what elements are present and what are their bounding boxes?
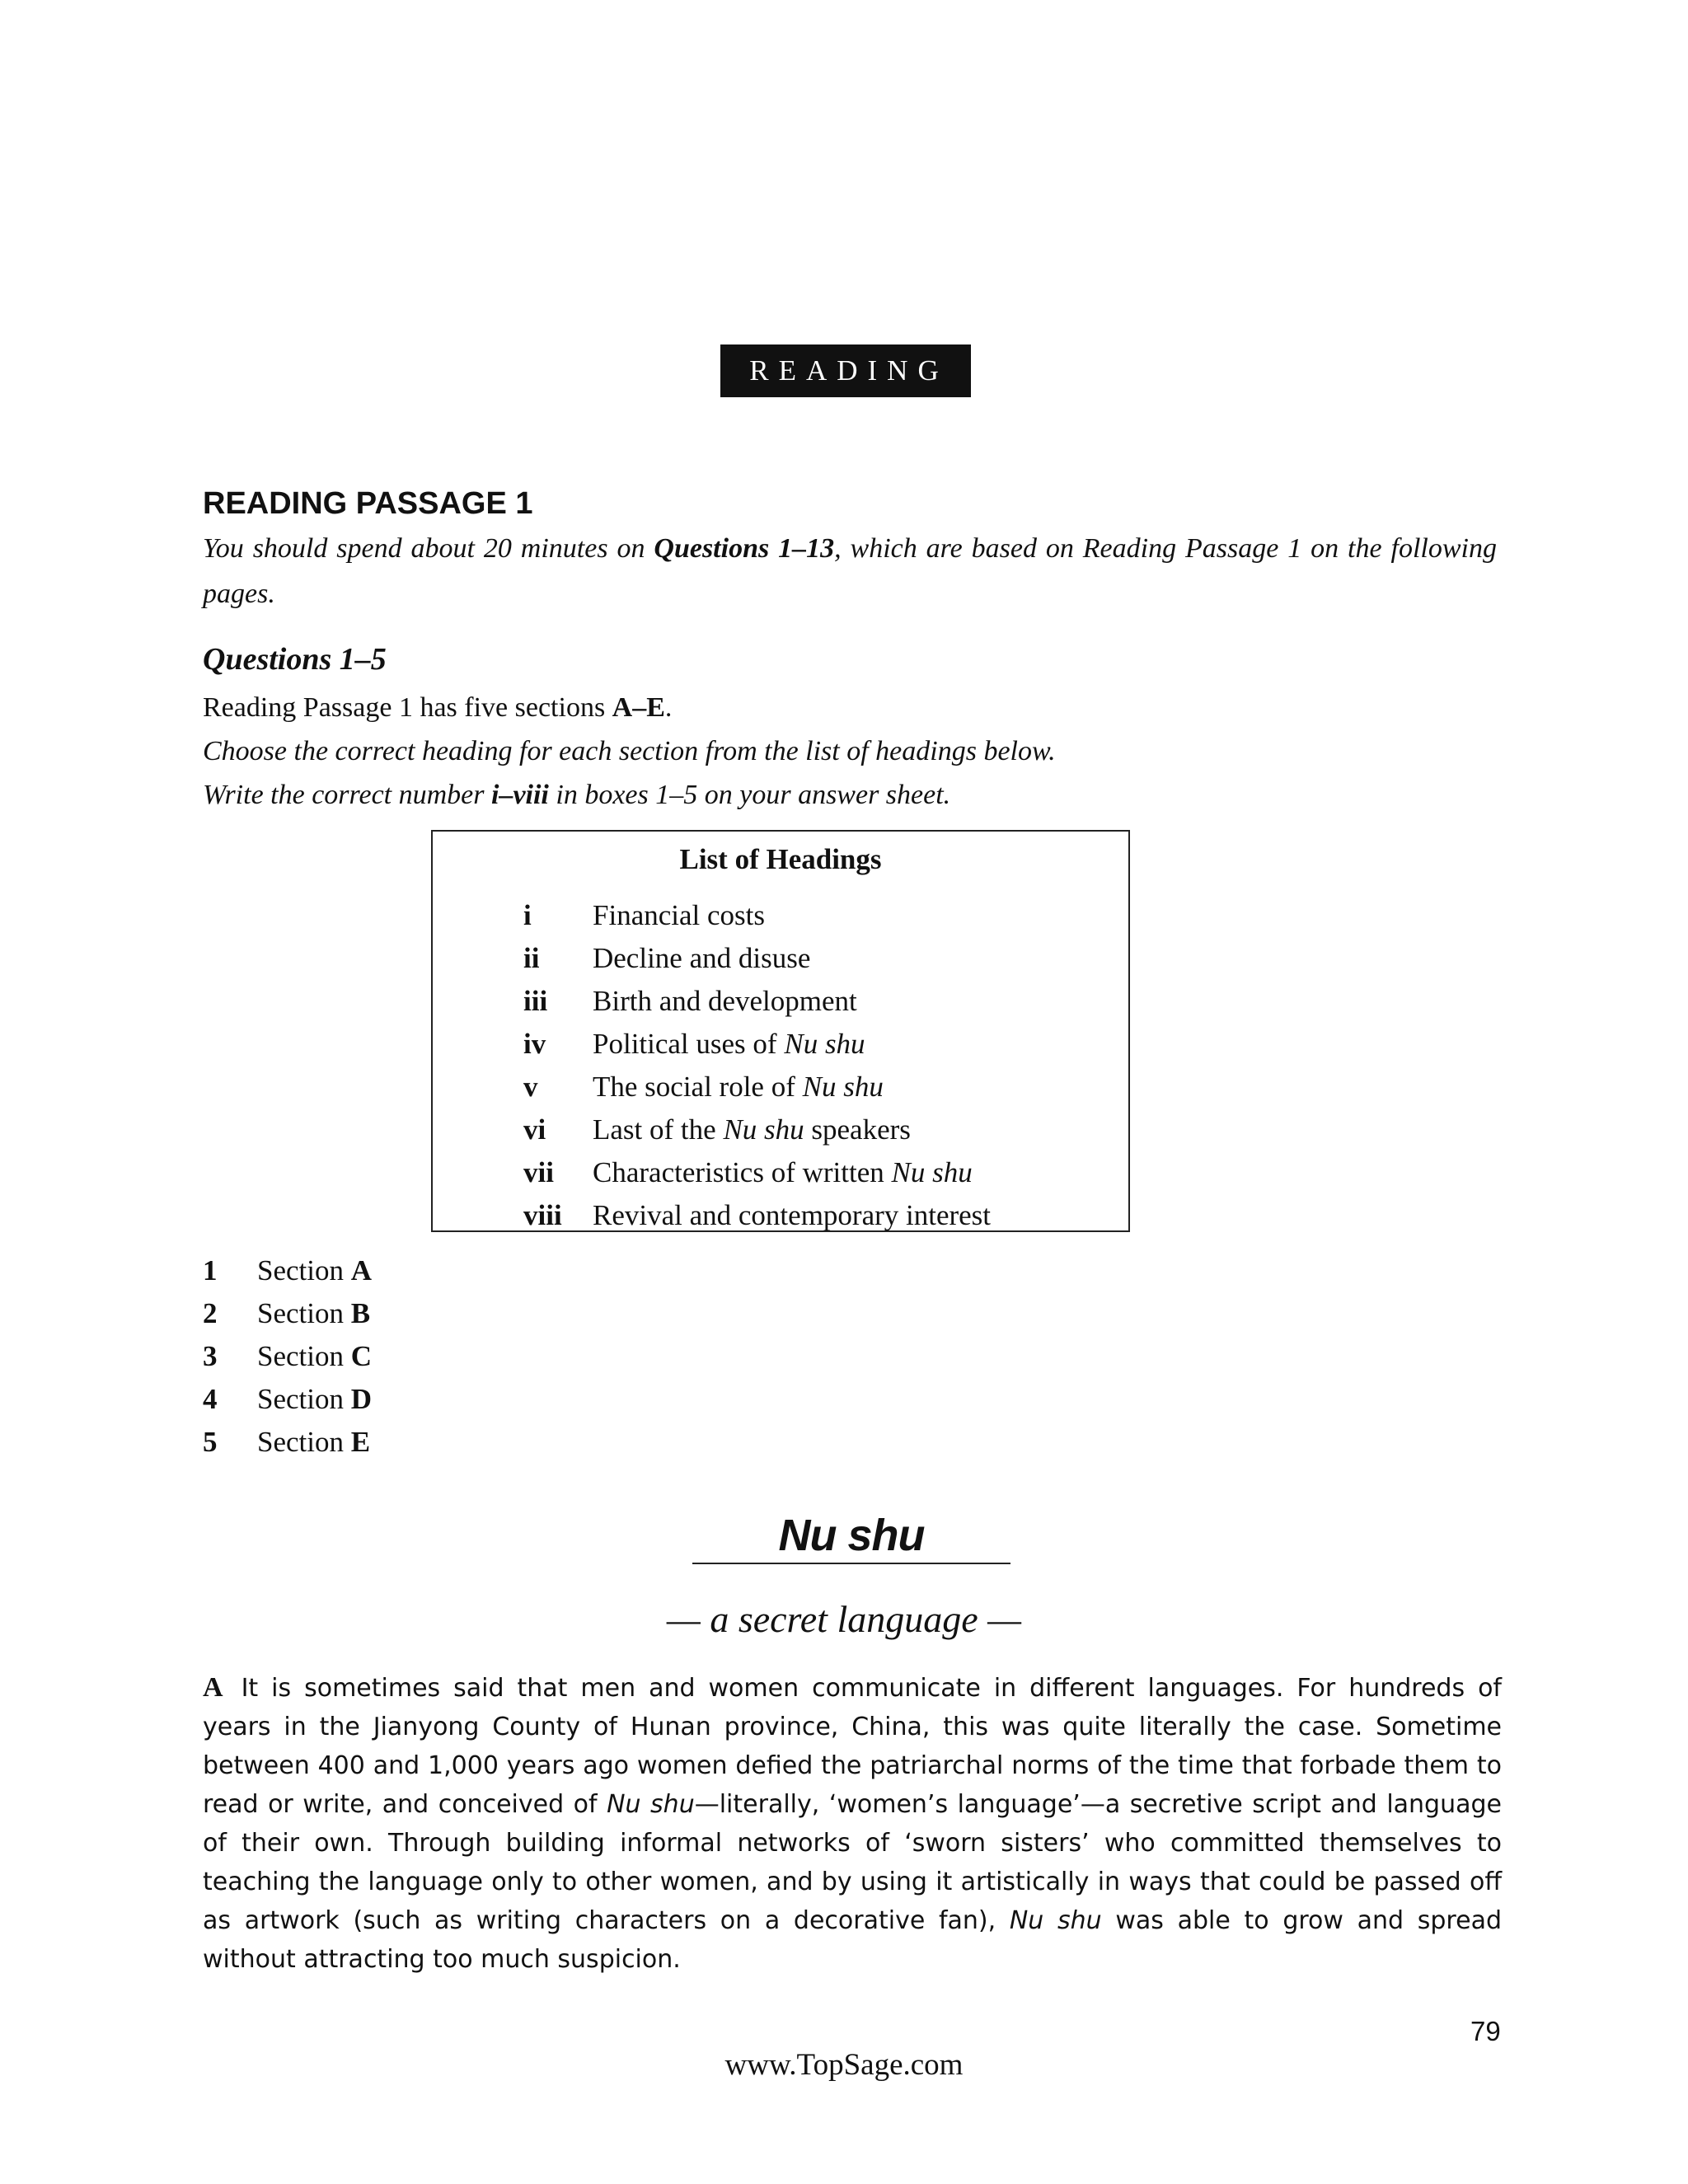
heading-text	[593, 899, 765, 932]
question-section-label	[257, 1426, 370, 1459]
heading-text-main: Last of the	[593, 1113, 724, 1146]
heading-item	[433, 1199, 1128, 1242]
section-word: Section	[257, 1297, 351, 1329]
question-section-label	[257, 1340, 372, 1373]
article-title-underline	[692, 1508, 1010, 1564]
heading-text-main: Political uses of	[593, 1028, 785, 1060]
section-letter: A	[350, 1254, 373, 1286]
heading-item	[433, 1028, 1128, 1071]
instruction-3-text: Write the correct number	[203, 780, 491, 810]
section-a-text-1: It is sometimes said that men and women communicate in different languages. For hundreds of years in the Jianyong County of Hunan province, China, this was quite literally the case. Sometime between 400 and 1,000 years ago women defied the patriarchal norms of the time that forbade them to read or write, and conceived of	[203, 1674, 1502, 1819]
questions-heading: Questions 1–5	[203, 642, 387, 677]
questions-instruction-1	[203, 692, 672, 724]
questions-instruction-3	[203, 780, 950, 811]
instruction-3-end: in boxes 1–5 on your answer sheet.	[548, 780, 951, 810]
heading-text-main: Revival and contemporary interest	[593, 1199, 992, 1231]
heading-text	[593, 1199, 991, 1232]
heading-item	[433, 1113, 1128, 1156]
question-section-label	[257, 1297, 370, 1330]
heading-item	[433, 1156, 1128, 1199]
questions-instruction-2: Choose the correct heading for each section from the list of headings below.	[203, 736, 1056, 766]
section-word: Section	[257, 1254, 351, 1286]
instruction-questions-range: Questions 1–13	[654, 533, 835, 564]
section-word: Section	[257, 1383, 351, 1415]
heading-item	[433, 1071, 1128, 1113]
heading-text-italic: Nu shu	[723, 1113, 804, 1146]
passage-heading: READING PASSAGE 1	[203, 486, 533, 521]
instruction-1-end: .	[664, 692, 673, 723]
list-of-headings-title: List of Headings	[679, 843, 882, 875]
instruction-1-bold: A–E	[612, 692, 665, 723]
section-a-italic-1: Nu shu	[607, 1790, 695, 1819]
question-number: 3	[203, 1340, 218, 1372]
section-letter: B	[350, 1297, 371, 1329]
heading-number: iv	[523, 1028, 546, 1060]
section-letter: D	[350, 1383, 373, 1415]
question-number: 5	[203, 1426, 218, 1458]
heading-text	[593, 1156, 973, 1189]
section-a-text-3: was able to grow and spread without attracting too much suspicion.	[203, 1906, 1502, 1974]
heading-number: vi	[523, 1113, 546, 1146]
heading-text	[593, 985, 857, 1018]
heading-text-italic: Nu shu	[891, 1156, 973, 1188]
heading-number: vii	[523, 1156, 554, 1188]
question-number: 1	[203, 1254, 218, 1286]
heading-text-italic: Nu shu	[784, 1028, 865, 1060]
heading-text	[593, 1028, 865, 1061]
heading-number: iii	[523, 985, 548, 1017]
heading-text	[593, 1071, 884, 1104]
page-number: 79	[1470, 2016, 1501, 2046]
heading-item	[433, 985, 1128, 1028]
heading-number: ii	[523, 942, 540, 974]
question-number: 4	[203, 1383, 218, 1415]
passage-instruction	[203, 526, 1497, 616]
heading-number: viii	[523, 1199, 562, 1231]
heading-text-main: Characteristics of written	[593, 1156, 892, 1188]
heading-text-main: Decline and disuse	[593, 942, 811, 974]
heading-number: i	[523, 899, 532, 931]
section-a-text-2: —literally, ‘women’s language’—a secretive script and language of their own. Through building informal networks of ‘sworn sisters’ who committed themselves to teaching the language only to other women, and by using it artistically in ways that could be passed off as artwork (such as writing characters on a decorative fan),	[203, 1790, 1503, 1935]
section-a-paragraph	[203, 1668, 1502, 1979]
question-number: 2	[203, 1297, 218, 1329]
instruction-text: You should spend about 20 minutes on	[203, 533, 654, 564]
instruction-text-end: , which are based on Reading Passage 1 on the following pages.	[203, 533, 1497, 609]
heading-text	[593, 942, 810, 975]
heading-text-end: speakers	[804, 1113, 911, 1146]
heading-text-main: Financial costs	[593, 899, 765, 931]
heading-text-main: Birth and development	[593, 985, 857, 1017]
article-title: Nu shu	[778, 1511, 925, 1560]
heading-item	[433, 942, 1128, 985]
question-section-label	[257, 1383, 372, 1416]
footer-url: www.TopSage.com	[724, 2048, 964, 2082]
section-word: Section	[257, 1426, 351, 1458]
section-a-letter: A	[203, 1672, 223, 1703]
section-banner: READING	[720, 344, 971, 397]
heading-number: v	[523, 1071, 538, 1103]
instruction-1-text: Reading Passage 1 has five sections	[203, 692, 612, 723]
section-letter: E	[350, 1426, 371, 1458]
list-of-headings-box	[431, 830, 1130, 1232]
instruction-3-bold: i–viii	[491, 780, 549, 810]
article-subtitle: — a secret language —	[666, 1598, 1022, 1640]
section-a-italic-2: Nu shu	[1009, 1906, 1102, 1935]
heading-text-italic: Nu shu	[802, 1071, 884, 1103]
question-section-label	[257, 1254, 372, 1287]
section-letter: C	[350, 1340, 373, 1372]
section-word: Section	[257, 1340, 351, 1372]
heading-item	[433, 899, 1128, 942]
heading-text	[593, 1113, 911, 1146]
heading-text-main: The social role of	[593, 1071, 803, 1103]
